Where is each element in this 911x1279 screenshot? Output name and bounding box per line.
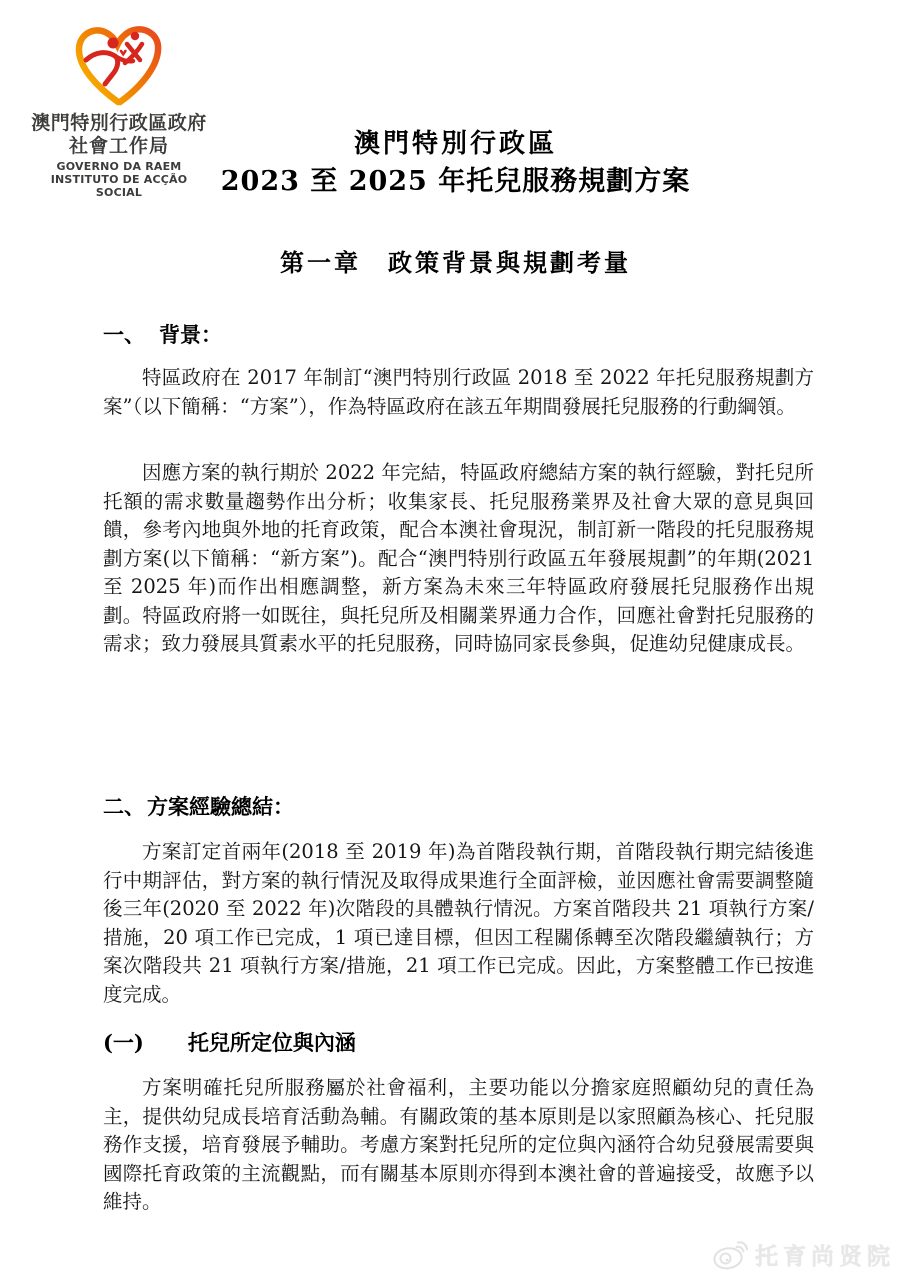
subsection-1-marker: (一) bbox=[103, 1030, 144, 1055]
section-1-paragraph-2: 因應方案的執行期於 2022 年完結，特區政府總結方案的執行經驗，對托兒所托額的需求數量趨勢作出分析；收集家長、托兒服務業界及社會大眾的意見與回饋，參考內地與外地的托育政策，配合本澳社會現況，制訂新一階段的托兒服務規劃方案(以下簡稱：“新方案”)。配合“澳門特別行政區五年發展規劃”的年期(2021 至 2025 年)而作出相應調整，新方案為未來三年特區政府發展托兒服務作出規劃。特區政府將一如既往，與托兒所及相關業界通力合作，回應社會對托兒服務的需求；致力發展具質素水平的托兒服務，同時協同家長參與，促進幼兒健康成長。 bbox=[103, 461, 814, 655]
org-name-zh-line1: 澳門特別行政區政府 bbox=[31, 112, 207, 134]
section-2-title: 方案經驗總結： bbox=[147, 794, 294, 819]
subsection-1-paragraph-1: 方案明確托兒所服務屬於社會福利，主要功能以分擔家庭照顧幼兒的責任為主，提供幼兒成長培育活動為輔。有關政策的基本原則是以家照顧為核心、托兒服務作支援，培育發展予輔助。考慮方案對托兒所的定位與內涵符合幼兒發展需要與國際托育政策的主流觀點，而有關基本原則亦得到本澳社會的普遍接受，故應予以維持。 bbox=[103, 1076, 814, 1213]
section-1-title: 背景： bbox=[159, 322, 222, 347]
section-1-paragraph-1: 特區政府在 2017 年制訂“澳門特別行政區 2018 至 2022 年托兒服務規劃方案”（以下簡稱：“方案”），作為特區政府在該五年期間發展托兒服務的行動綱領。 bbox=[103, 366, 814, 418]
weibo-icon bbox=[712, 1240, 748, 1270]
subsection-1-title: 托兒所定位與內涵 bbox=[187, 1030, 356, 1055]
section-1-heading bbox=[103, 322, 814, 348]
org-name-pt-line1: GOVERNO DA RAEM bbox=[56, 160, 182, 173]
org-name-pt-line2: INSTITUTO DE ACÇÃO SOCIAL bbox=[50, 173, 188, 199]
document-title-line2: 2023 至 2025 年托兒服務規劃方案 bbox=[220, 166, 691, 197]
heart-logo-icon bbox=[68, 18, 170, 108]
chapter-heading: 第一章 政策背景與規劃考量 bbox=[280, 248, 631, 277]
section-2-paragraph-1: 方案訂定首兩年(2018 至 2019 年)為首階段執行期，首階段執行期完結後進行中期評估，對方案的執行情況及取得成果進行全面評檢，並因應社會需要調整隨後三年(2020 至 2022 年)次階段的具體執行情況。方案首階段共 21 項執行方案/措施，20 項工作已完成，1 項已達目標，但因工程關係轉至次階段繼續執行；方案次階段共 21 項執行方案/措施，21 項工作已完成。因此，方案整體工作已按進度完成。 bbox=[103, 840, 814, 1006]
subsection-1-heading bbox=[103, 1030, 814, 1056]
section-2-heading bbox=[103, 794, 814, 820]
section-2-marker: 二、 bbox=[103, 794, 145, 819]
watermark-text: 托育尚贤院 bbox=[755, 1244, 895, 1270]
document-title-block bbox=[100, 126, 811, 200]
document-title-line1: 澳門特別行政區 bbox=[353, 129, 557, 159]
watermark bbox=[712, 1238, 895, 1271]
org-name-zh-line2: 社會工作局 bbox=[68, 135, 169, 157]
section-1-marker: 一、 bbox=[103, 322, 145, 347]
